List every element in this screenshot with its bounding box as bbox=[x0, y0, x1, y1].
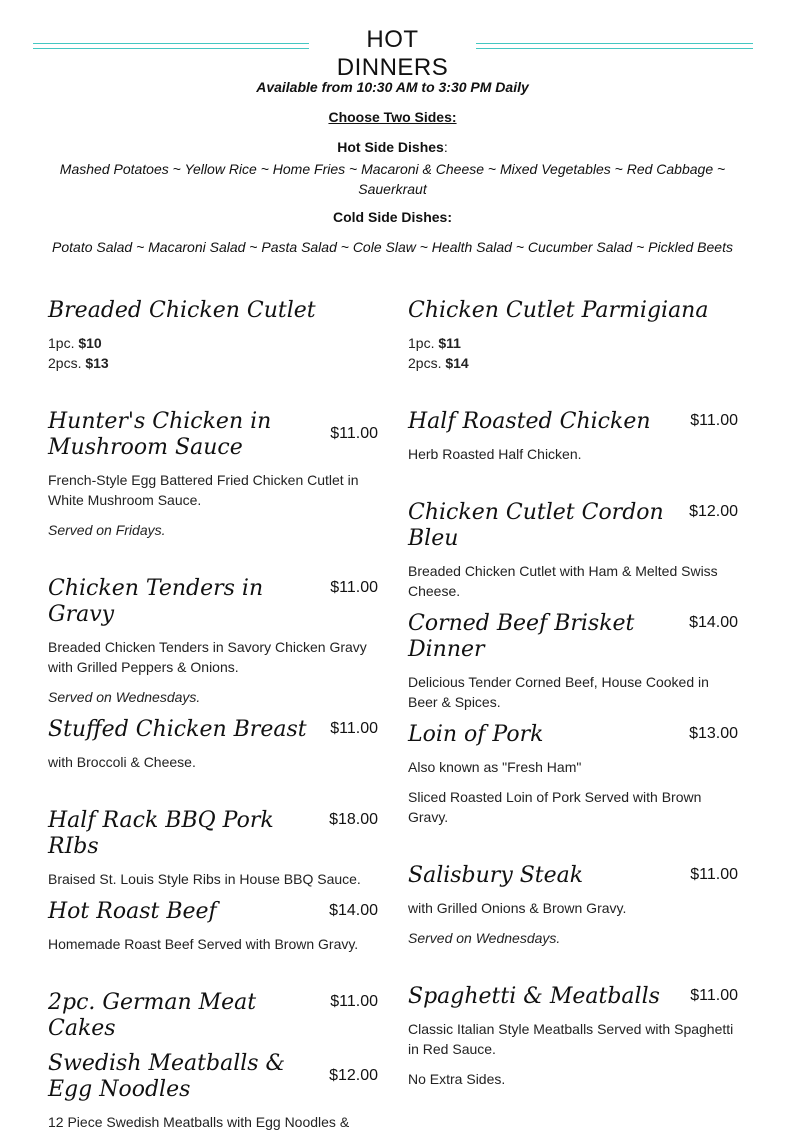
item-description: Classic Italian Style Meatballs Served with Spaghetti in Red Sauce. bbox=[408, 1021, 734, 1057]
item-note: Served on Wednesdays. bbox=[408, 930, 561, 946]
availability-text: Available from 10:30 AM to 3:30 PM Daily bbox=[256, 79, 529, 95]
item-description: Also known as "Fresh Ham" bbox=[408, 759, 582, 775]
item-price: $14.00 bbox=[329, 902, 378, 919]
item-price: $14.00 bbox=[689, 614, 738, 631]
item-option bbox=[408, 333, 738, 353]
hot-sides-heading bbox=[40, 139, 745, 155]
menu-item-chicken-cutlet-parmigiana bbox=[408, 298, 738, 373]
item-option bbox=[48, 353, 378, 373]
cold-sides-list: Potato Salad ~ Macaroni Salad ~ Pasta Salad ~ Cole Slaw ~ Health Salad ~ Cucumber Salad ~ Pickled Beets bbox=[52, 239, 733, 255]
item-description: Delicious Tender Corned Beef, House Cooked in Beer & Spices. bbox=[408, 674, 709, 710]
option-price: $13 bbox=[85, 355, 109, 371]
menu-item-german-meat-cakes bbox=[48, 990, 378, 1042]
item-name: Hot Roast Beef bbox=[48, 899, 217, 924]
header-divider-right bbox=[476, 43, 753, 49]
item-price: $11.00 bbox=[330, 720, 378, 737]
option-price: $10 bbox=[78, 335, 102, 351]
option-label: 1pc. bbox=[48, 335, 79, 351]
option-label: 2pcs. bbox=[408, 355, 446, 371]
item-name: Salisbury Steak bbox=[408, 863, 584, 888]
item-description: 12 Piece Swedish Meatballs with Egg Noodles & bbox=[48, 1114, 350, 1130]
item-price: $11.00 bbox=[690, 866, 738, 883]
item-description: with Broccoli & Cheese. bbox=[48, 754, 196, 770]
menu-item-half-roasted-chicken bbox=[408, 409, 738, 464]
option-price: $11 bbox=[438, 335, 461, 351]
item-description: with Grilled Onions & Brown Gravy. bbox=[408, 900, 627, 916]
item-description: French-Style Egg Battered Fried Chicken Cutlet in White Mushroom Sauce. bbox=[48, 472, 359, 508]
item-name: Chicken Tenders in Gravy bbox=[48, 576, 264, 627]
item-name: Breaded Chicken Cutlet bbox=[48, 298, 316, 323]
item-price: $11.00 bbox=[330, 993, 378, 1010]
item-name: Half Rack BBQ Pork RIbs bbox=[48, 808, 274, 859]
item-description: Homemade Roast Beef Served with Brown Gravy. bbox=[48, 936, 359, 952]
item-option bbox=[408, 353, 738, 373]
item-description: Braised St. Louis Style Ribs in House BBQ Sauce. bbox=[48, 871, 361, 887]
item-price: $11.00 bbox=[690, 412, 738, 429]
item-name: Loin of Pork bbox=[408, 722, 544, 747]
menu-item-cordon-bleu bbox=[408, 500, 738, 601]
item-note: Served on Wednesdays. bbox=[48, 689, 201, 705]
choose-sides-heading: Choose Two Sides: bbox=[328, 109, 457, 125]
item-price: $11.00 bbox=[330, 425, 378, 442]
menu-item-chicken-tenders bbox=[48, 576, 378, 707]
hot-sides-heading-colon: : bbox=[443, 139, 448, 155]
menu-item-swedish-meatballs bbox=[48, 1051, 378, 1132]
item-name: Chicken Cutlet Parmigiana bbox=[408, 298, 709, 323]
item-name: Spaghetti & Meatballs bbox=[408, 984, 660, 1009]
cold-sides-heading: Cold Side Dishes: bbox=[332, 209, 453, 225]
item-price: $13.00 bbox=[689, 725, 738, 742]
item-price: $12.00 bbox=[329, 1067, 378, 1084]
item-note: Served on Fridays. bbox=[48, 522, 166, 538]
option-label: 2pcs. bbox=[48, 355, 86, 371]
menu-item-hunters-chicken bbox=[48, 409, 378, 540]
item-price: $12.00 bbox=[689, 503, 738, 520]
item-name: 2pc. German Meat Cakes bbox=[48, 990, 257, 1041]
menu-item-loin-of-pork bbox=[408, 722, 738, 827]
menu-item-spaghetti-meatballs bbox=[408, 984, 738, 1089]
menu-item-corned-beef-brisket bbox=[408, 611, 738, 712]
menu-item-hot-roast-beef bbox=[48, 899, 378, 954]
item-name: Hunter's Chicken in Mushroom Sauce bbox=[48, 409, 272, 460]
item-name: Chicken Cutlet Cordon Bleu bbox=[408, 500, 664, 551]
menu-item-breaded-chicken-cutlet bbox=[48, 298, 378, 373]
item-description-extra: Sliced Roasted Loin of Pork Served with Brown Gravy. bbox=[408, 789, 702, 825]
item-name: Half Roasted Chicken bbox=[408, 409, 651, 434]
item-price: $11.00 bbox=[690, 987, 738, 1004]
hot-sides-heading-label: Hot Side Dishes bbox=[337, 139, 444, 155]
item-price: $18.00 bbox=[329, 811, 378, 828]
item-description: Breaded Chicken Cutlet with Ham & Melted Swiss Cheese. bbox=[408, 563, 718, 599]
item-name: Swedish Meatballs & Egg Noodles bbox=[48, 1051, 286, 1102]
item-name: Corned Beef Brisket Dinner bbox=[408, 611, 635, 662]
page-title: HOT DINNERS bbox=[336, 26, 449, 81]
option-price: $14 bbox=[445, 355, 469, 371]
menu-item-salisbury-steak bbox=[408, 863, 738, 948]
menu-item-bbq-pork-ribs bbox=[48, 808, 378, 889]
menu-item-stuffed-chicken-breast bbox=[48, 717, 378, 772]
item-price: $11.00 bbox=[330, 579, 378, 596]
item-description: Herb Roasted Half Chicken. bbox=[408, 446, 582, 462]
item-name: Stuffed Chicken Breast bbox=[48, 717, 307, 742]
hot-sides-list: Mashed Potatoes ~ Yellow Rice ~ Home Fries ~ Macaroni & Cheese ~ Mixed Vegetables ~ Red Cabbage ~ Sauerkraut bbox=[59, 161, 726, 197]
option-label: 1pc. bbox=[408, 335, 439, 351]
item-description-extra: No Extra Sides. bbox=[408, 1071, 506, 1087]
item-description: Breaded Chicken Tenders in Savory Chicken Gravy with Grilled Peppers & Onions. bbox=[48, 639, 367, 675]
menu-header bbox=[33, 26, 753, 81]
header-divider-left bbox=[33, 43, 309, 49]
item-option bbox=[48, 333, 378, 353]
